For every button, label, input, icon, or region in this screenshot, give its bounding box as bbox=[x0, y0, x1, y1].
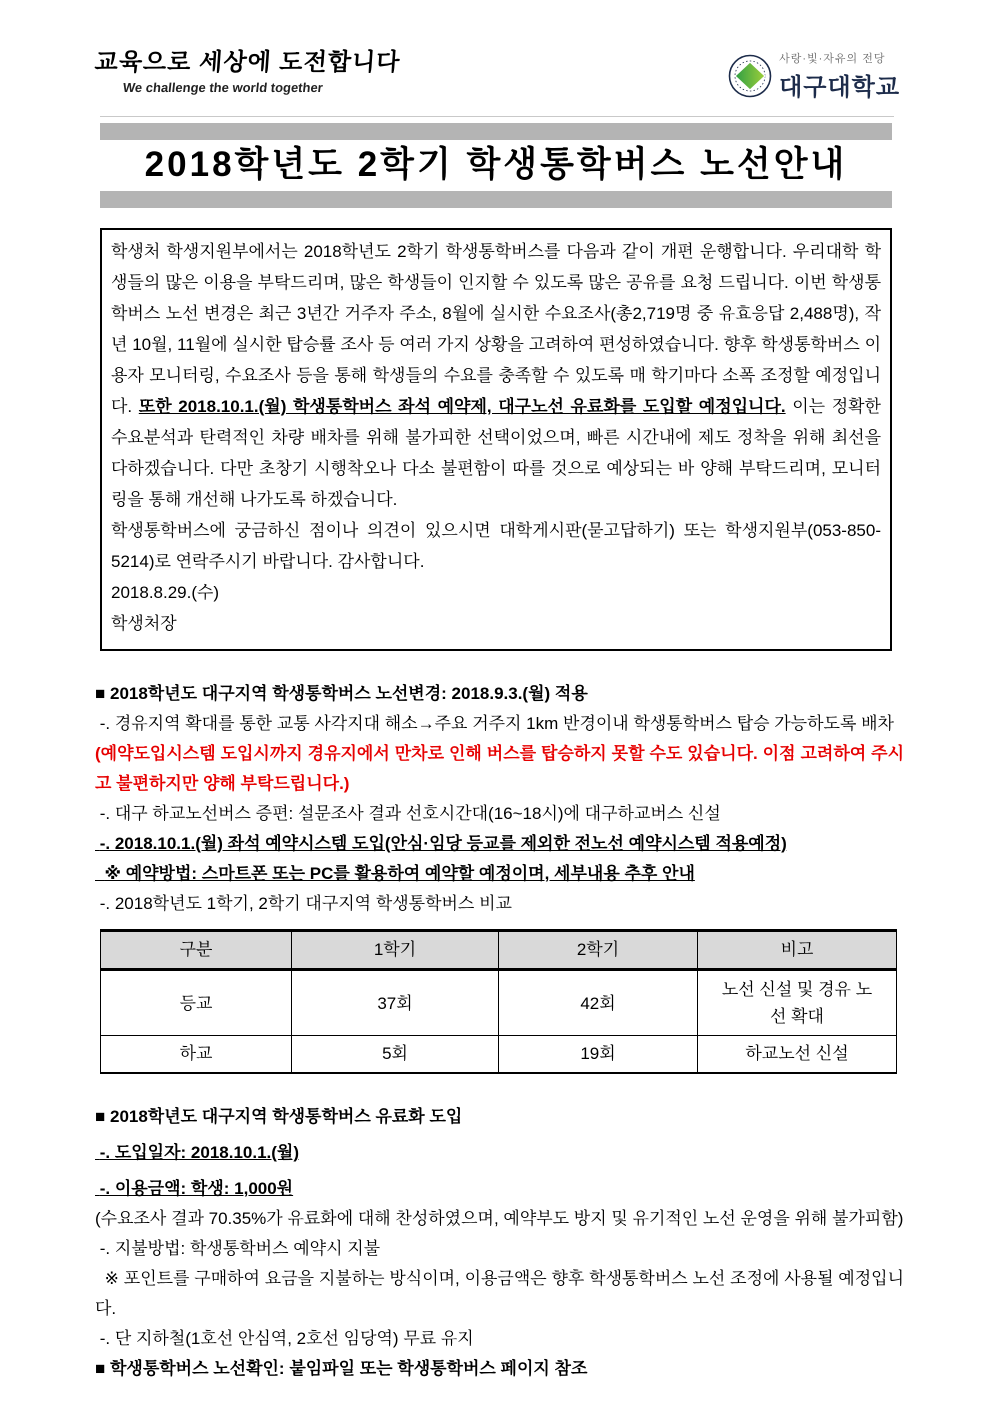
fee-item-survey-note: (수요조사 결과 70.35%가 유료화에 대해 찬성하였으며, 예약부도 방지 및 유기적인 노선 운영을 위해 불가피함) bbox=[95, 1209, 904, 1228]
table-header bbox=[101, 931, 897, 970]
university-motto: 사랑·빛·자유의 전당 bbox=[779, 53, 886, 65]
university-seal-icon bbox=[728, 54, 772, 98]
col-header-remark: 비고 bbox=[697, 931, 896, 970]
notice-paragraph-1 bbox=[111, 236, 881, 515]
header-divider bbox=[100, 116, 894, 117]
notice-text-emphasis: 또한 2018.10.1.(월) 학생통학버스 좌석 예약제, 대구노선 유료화를 도입할 예정입니다. bbox=[138, 397, 786, 416]
fee-section-heading: ■ 2018학년도 대구지역 학생통학버스 유료화 도입 bbox=[95, 1107, 463, 1126]
title-bar-top bbox=[100, 123, 892, 140]
notice-text-post: 이는 정확한 수요분석과 탄력적인 차량 배차를 위해 불가피한 선택이었으며, 빠른 시간내에 제도 정착을 위해 최선을 다하겠습니다. 다만 초창기 시행착오나 다소 불편함이 따를 것으로 예상되는 바 양해 부탁드리며, 모니터링을 통해 개선해 나가도록 하겠습니다. bbox=[111, 397, 881, 509]
cell-sem1: 5회 bbox=[292, 1036, 499, 1074]
col-header-sem1: 1학기 bbox=[292, 931, 499, 970]
slogan-korean: 교육으로 세상에 도전합니다 bbox=[93, 49, 402, 76]
route-item-comparison: -. 2018학년도 1학기, 2학기 대구지역 학생통학버스 비교 bbox=[95, 894, 512, 913]
route-confirm-heading: ■ 학생통학버스 노선확인: 붙임파일 또는 학생통학버스 페이지 참조 bbox=[95, 1359, 588, 1378]
university-logo bbox=[728, 50, 900, 102]
cell-category: 하교 bbox=[101, 1036, 292, 1074]
cell-remark: 노선 신설 및 경유 노선 확대 bbox=[697, 970, 896, 1036]
table-row bbox=[101, 1036, 897, 1074]
page-header bbox=[0, 0, 992, 102]
cell-sem2: 19회 bbox=[498, 1036, 697, 1074]
route-item-reservation-method: ※ 예약방법: 스마트폰 또는 PC를 활용하여 예약할 예정이며, 세부내용 추후 안내 bbox=[95, 864, 695, 883]
route-item-warning: (예약도입시스템 도입시까지 경유지에서 만차로 인해 버스를 탑승하지 못할 수도 있습니다. 이점 고려하여 주시고 불편하지만 양해 부탁드립니다.) bbox=[95, 744, 904, 793]
notice-signature: 학생처장 bbox=[111, 614, 177, 633]
cell-category: 등교 bbox=[101, 970, 292, 1036]
route-item-reservation: -. 2018.10.1.(월) 좌석 예약시스템 도입(안심·임당 등교를 제외한 전노선 예약시스템 적용예정) bbox=[95, 834, 787, 853]
semester-comparison-table bbox=[100, 929, 897, 1074]
cell-remark: 하교노선 신설 bbox=[697, 1036, 896, 1074]
route-change-section bbox=[95, 679, 904, 1074]
table-row bbox=[101, 970, 897, 1036]
fee-section bbox=[95, 1102, 904, 1384]
route-item-coverage: -. 경유지역 확대를 통한 교통 사각지대 해소→주요 거주지 1km 반경이내 학생통학버스 탑승 가능하도록 배차 bbox=[95, 714, 894, 733]
fee-item-payment-method: -. 지불방법: 학생통학버스 예약시 지불 bbox=[95, 1239, 381, 1258]
fee-item-amount: -. 이용금액: 학생: 1,000원 bbox=[95, 1179, 294, 1198]
notice-text-pre: 학생처 학생지원부에서는 2018학년도 2학기 학생통학버스를 다음과 같이 개편 운행합니다. 우리대학 학생들의 많은 이용을 부탁드리며, 많은 학생들이 인지할 수 있도록 많은 공유를 요청 드립니다. 이번 학생통학버스 노선 변경은 최근 3년간 거주자 주소, 8월에 실시한 수요조사(총2,719명 중 유효응답 2,488명), 작년 10월, 11월에 실시한 탑승률 조사 등 여러 가지 상황을 고려하여 편성하였습니다. 향후 학생통학버스 이용자 모니터링, 수요조사 등을 통해 학생들의 수요를 충족할 수 있도록 매 학기마다 소폭 조정할 예정입니다. bbox=[111, 242, 881, 416]
fee-item-start-date: -. 도입일자: 2018.10.1.(월) bbox=[95, 1143, 300, 1162]
route-item-extra-bus: -. 대구 하교노선버스 증편: 설문조사 결과 선호시간대(16~18시)에 대구하교버스 신설 bbox=[95, 804, 721, 823]
notice-paragraph-2: 학생통학버스에 궁금하신 점이나 의견이 있으시면 대학게시판(묻고답하기) 또는 학생지원부(053-850-5214)로 연락주시기 바랍니다. 감사합니다. bbox=[111, 521, 881, 571]
page-title: 2018학년도 2학기 학생통학버스 노선안내 bbox=[144, 145, 848, 184]
university-name: 대구대학교 bbox=[779, 74, 900, 101]
slogan-english: We challenge the world together bbox=[122, 80, 324, 95]
fee-item-points-note: ※ 포인트를 구매하여 요금을 지불하는 방식이며, 이용금액은 향후 학생통학버스 노선 조정에 사용될 예정입니다. bbox=[95, 1269, 904, 1318]
fee-item-subway-free: -. 단 지하철(1호선 안심역, 2호선 임당역) 무료 유지 bbox=[95, 1329, 474, 1348]
university-text bbox=[779, 50, 900, 102]
slogan-logo bbox=[95, 42, 401, 95]
notice-box bbox=[100, 228, 892, 651]
col-header-category: 구분 bbox=[101, 931, 292, 970]
notice-date: 2018.8.29.(수) bbox=[111, 583, 220, 602]
cell-sem2: 42회 bbox=[498, 970, 697, 1036]
cell-sem1: 37회 bbox=[292, 970, 499, 1036]
title-banner bbox=[100, 123, 892, 208]
route-section-heading: ■ 2018학년도 대구지역 학생통학버스 노선변경: 2018.9.3.(월) 적용 bbox=[95, 684, 588, 703]
title-bar-bottom bbox=[100, 191, 892, 208]
col-header-sem2: 2학기 bbox=[498, 931, 697, 970]
